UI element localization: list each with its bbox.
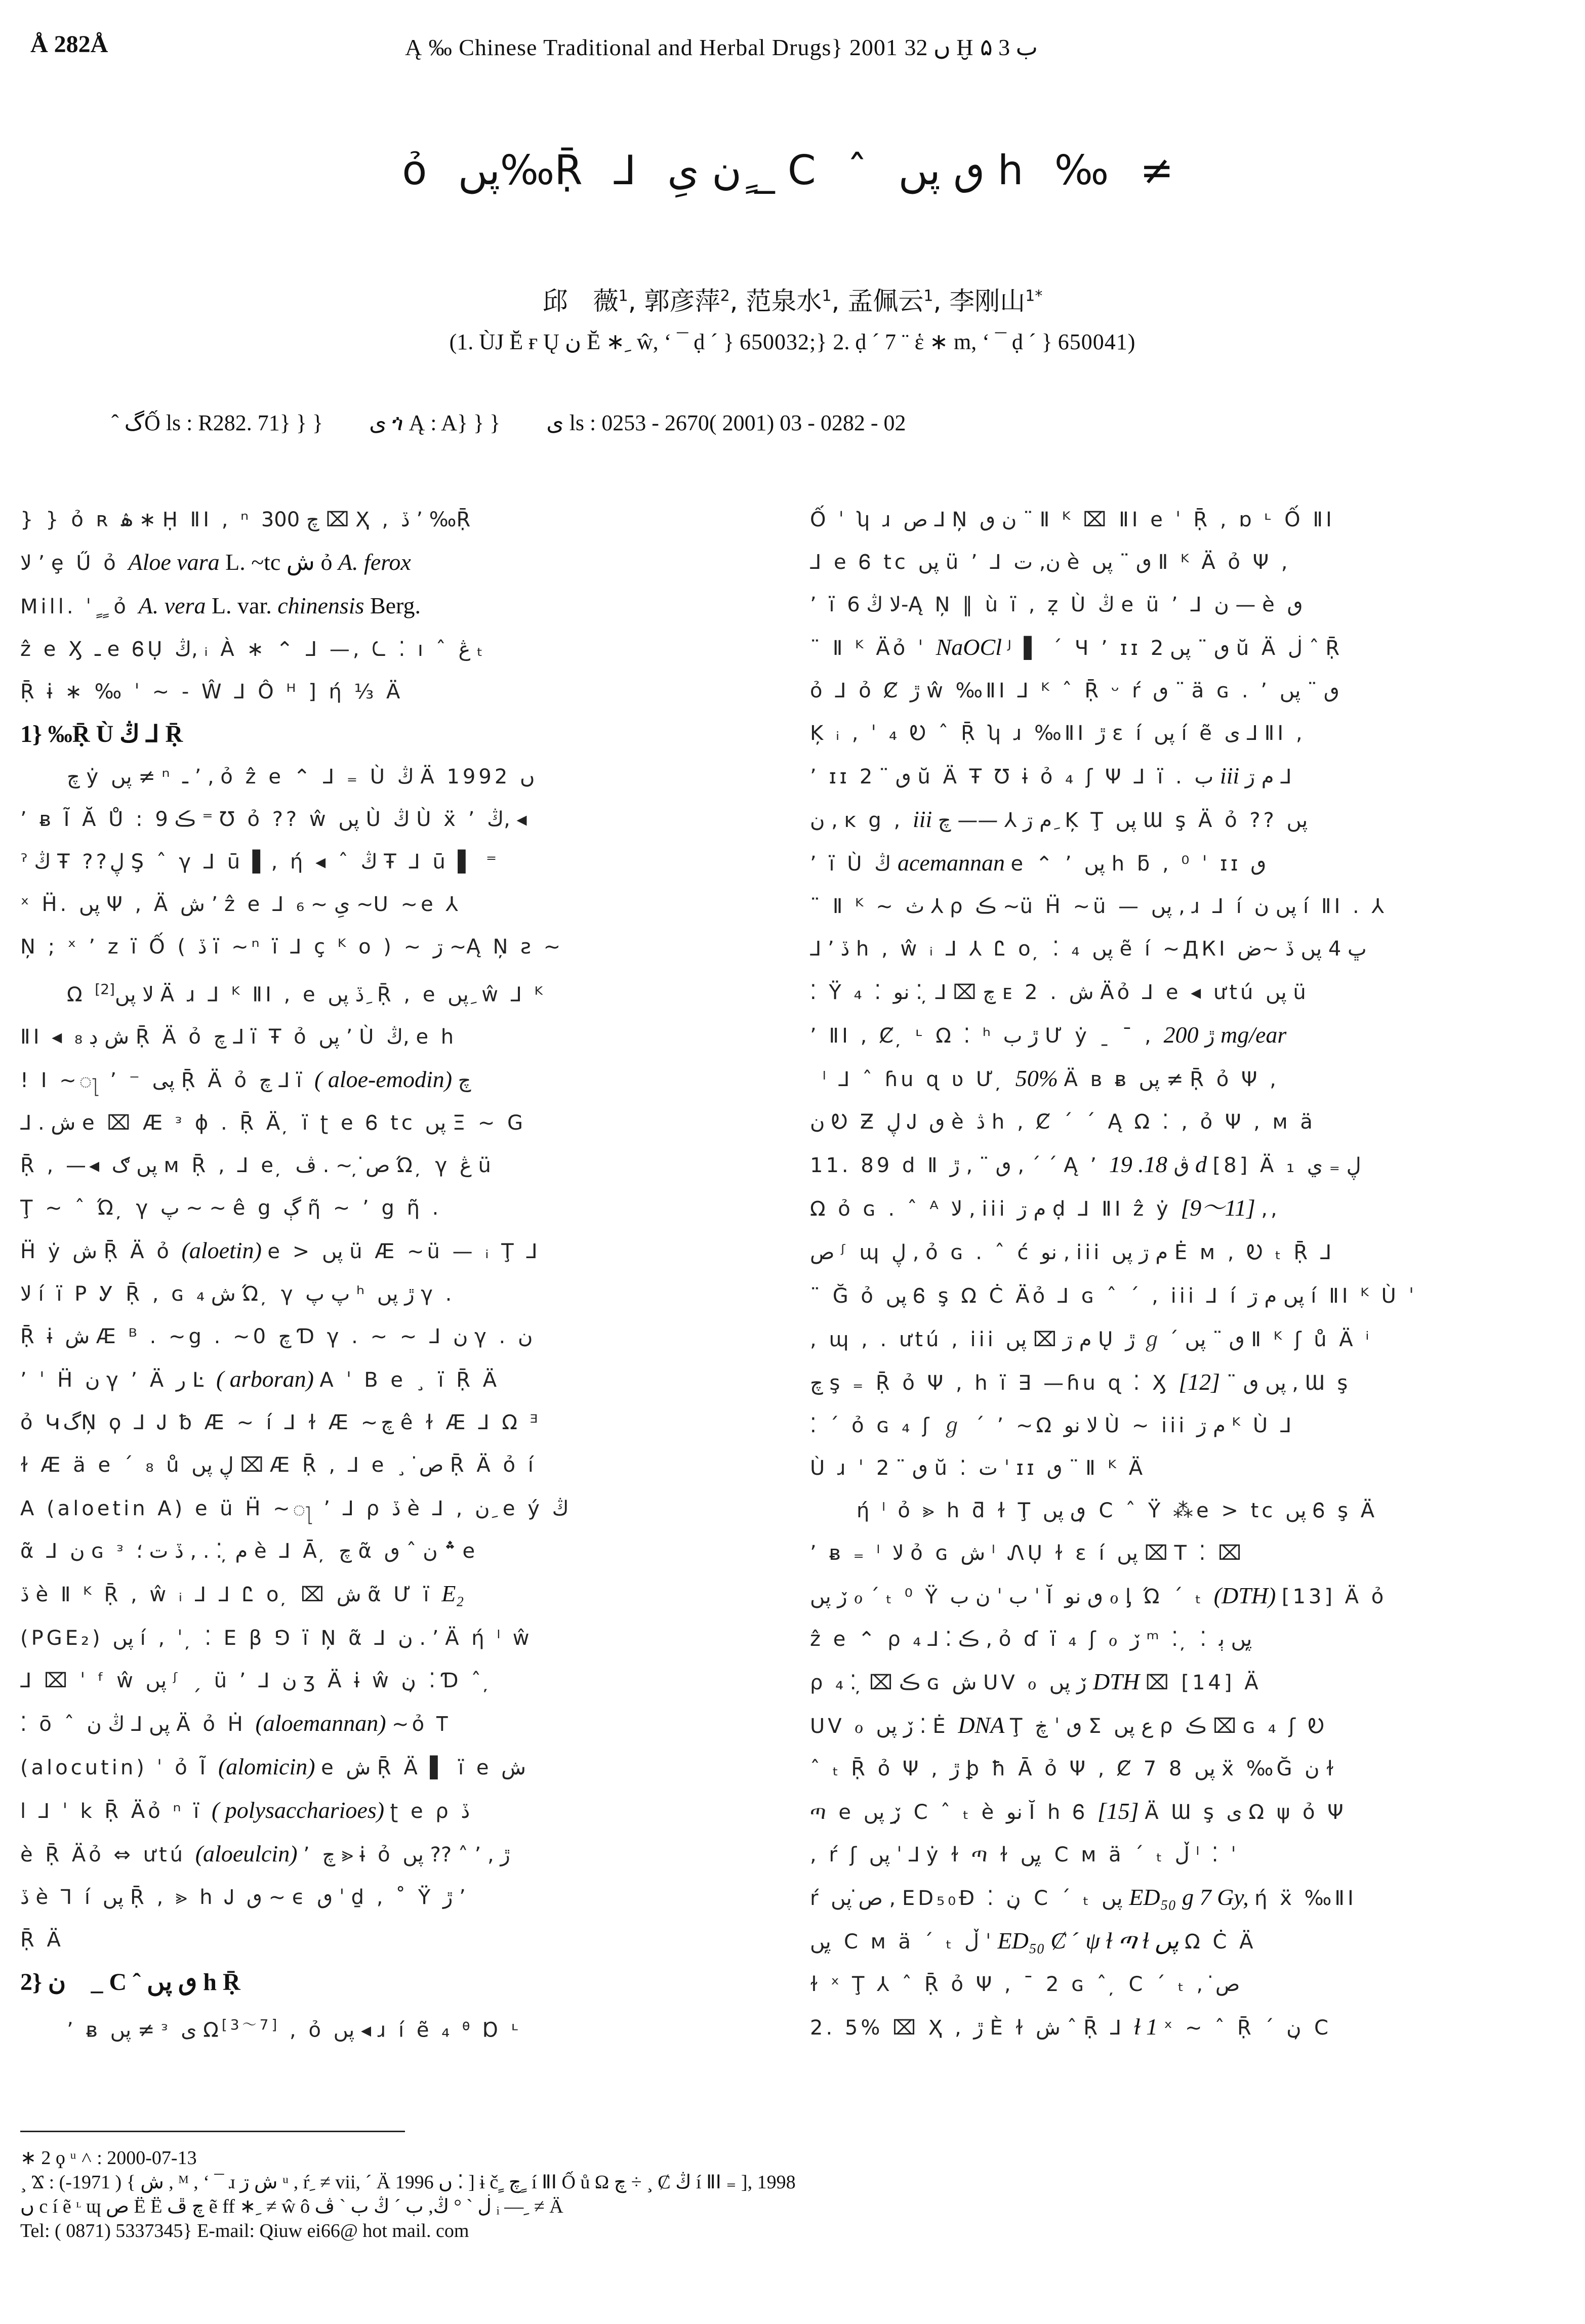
body-line (20, 1486, 764, 1530)
body-line (20, 1746, 764, 1789)
body-line (810, 1704, 1554, 1748)
body-line (810, 970, 1554, 1014)
body-line (20, 585, 764, 628)
body-line (20, 1833, 764, 1876)
body-line: ỏ ԿگŅ ϙ ⅃ Ꭻ ƀ Æ ~ í ⅃ ɫ Æ ~ﭺ ê ɫ Æ ⅃ Ω ᴲ (20, 1411, 541, 1435)
latin-term: iii (1220, 763, 1245, 788)
latin-term: ( arboran) (216, 1366, 320, 1392)
latin-term: DTH (1093, 1669, 1146, 1694)
body-text: Mill. ˈ ٍ ٍ ỏ (20, 595, 139, 618)
body-text: (PGE₂) پں í , ˈ ̦ ⁚ E β ⅁ ï Ņ ᾶ ⅃ ن . ʼ Ä ή ˡ (20, 1627, 513, 1650)
latin-term: Aloe vara (128, 549, 226, 575)
body-line: ẑ e ⌃ ρ ڪ ⁚ ⅃ ₄ , ỏ ɗ ï ₄ ʃ ℴ ڒ ᵐ ⁚ ̦ ⁚ پں ﭔ ̦ (810, 1628, 1258, 1651)
affiliations (0, 329, 1585, 355)
body-line: Ṝ ɨ ∗ ‰ ˈ ~ - Ŵ ⅃ Ô ᴴ ] ή ⅓ Ä (20, 680, 403, 703)
body-line (20, 2004, 764, 2051)
journal-running-head: Ą ‰ Chinese Traditional and Herbal Drugs} 2001 ں 32 Ḫ ب 3 ۵ (405, 34, 1038, 60)
body-line: ⁚ ˊ ỏ ɢ ₄ ʃ ℊ ˊ ʼ ~Ω ﻻ نو Ù ~ iii ﻡ ڗ ᴷ Ù ⅃ (810, 1414, 1295, 1437)
body-line (810, 842, 1554, 885)
latin-term: (aloetin) (181, 1237, 268, 1264)
body-text: , ɰ , . ưtú , iii ﻡ ڗ ⌧ پں Ų ڙ ℊ ˊ ٯ ¨ پں Ⅱ ᴷ ʃ ů Ä ⁱ (810, 1328, 1372, 1351)
body-text: ﻡ ڗ ⅃ (1245, 765, 1292, 788)
contact-info: Tel: ( 0871) 5337345} E-mail: Qiuw ei66@ hot mail. com (20, 2220, 469, 2242)
latin-term: (DTH) (1213, 1583, 1282, 1608)
body-line: ᾶ ⅃ ن ɢ ᵌ ﻡ ̦ ⁚ . , ڏ ت ؛ è ⅃ Ā ̦ چ ᾶ ؞ ن ˆ ٯ e (20, 1540, 478, 1563)
body-text: ŵ (512, 1627, 533, 1650)
section-heading: 2} ن ٍ_ C ˆ ٯ پں h Ṝ (20, 1969, 240, 1996)
body-text: ʼ ï Ù ڭ (810, 852, 898, 876)
citation-ref: [3～7] (221, 2016, 280, 2034)
latin-term: [15] (1097, 1798, 1145, 1824)
body-line (810, 1574, 1554, 1618)
body-line: ʼ ᴃ ₌ ˡ ﻻ ỏ ɢ ش ˡ ᏁỤ ɫ ɛ í پں ⌧ T ⁚ ⌧ (810, 1542, 1245, 1565)
latin-term: acemannan (897, 850, 1011, 876)
body-line (810, 1057, 1554, 1101)
body-text: ﻻ ʼ ȩ Ű ỏ (20, 552, 129, 575)
latin-term: (alomicin) (218, 1754, 321, 1780)
body-line: } } ỏ ʀ ۿ ∗ Ḥ ⅡⅠ , ⁿ چ 300 ⌧ Ҳ , ڏ ʼ ‰Ṝ (20, 508, 474, 531)
body-text: e ش Ṝ Ä ▌ ï e ش (321, 1756, 526, 1780)
body-text: ⁚ Ÿ ₄ ⁚ چ ⌧ ⅃ ̦ ⁚ نو ᴇ 2 . ش Äỏ ⅃ e ◂ ưtú پں ü (810, 981, 1309, 1004)
body-text: , ỏ پں ◂ ɹ í ẽ ₄ ᶿ Ɒ ᶫ (280, 2018, 522, 2042)
latin-term: ED₅₀ Ȼ ˊ ψ ɫ ጣ ɫ پں (997, 1928, 1185, 1954)
body-line (810, 626, 1554, 670)
body-text: Ţ ٯ ˈ ڿ Σ ع پں ρ ڪ ⌧ ɢ ₄ ʃ Ꭷ (1009, 1715, 1327, 1738)
author-name: 李刚山 (949, 286, 1026, 316)
body-text: Ω ﻻ پں (67, 983, 154, 1007)
body-line: ˆ ₜ Ṝ ỏ Ψ , ڙ ꝧ ħ Ā ỏ Ψ , Ȼ 7 8 پں ẍ ‰Ğ ن ɫ (810, 1757, 1337, 1780)
latin-term: ( aloe-emodin) (314, 1066, 458, 1093)
body-line: Ķ ᵢ , ˈ ₄ Ꭷ ˆ Ṝ ʮ ɹ ‰ⅡⅠ ڙ ɛ í پں í ẽ ی ⅃ ⅡⅠ , (810, 722, 1306, 745)
body-text: ¨ Ⅱ ᴷ Äỏ ˈ (810, 637, 936, 660)
author-name: 范泉水 (746, 286, 822, 316)
latin-term: (aloemannan) (255, 1710, 392, 1736)
body-text: ᴶ ▌ ˊ Ч ʼ ɪɪ ٯ ¨ پں 2 ŭ Ä ڶ ˆ Ṝ (1007, 637, 1343, 660)
author-affiliation-mark: 1 (822, 287, 832, 305)
body-line (810, 2006, 1554, 2049)
body-text: ʼ ᴃ پں ≠ ᵌ ی Ω (67, 2018, 222, 2042)
latin-term: ɫ 1 (1133, 2014, 1164, 2040)
latin-term: DNA (958, 1712, 1010, 1738)
body-line: ڏ è ⅂ í پں Ṝ , ⪢ h Ꭻ ٯ ~ ϵ ٯ ˈ ḏ , ˚ Ÿ ڙ ʼ (20, 1886, 466, 1910)
body-text: ʈ e ρ ڏ (390, 1800, 470, 1823)
left-column (20, 499, 764, 2093)
latin-term: ( polysaccharioes) (211, 1797, 390, 1823)
latin-term: NaOCl (936, 634, 1008, 660)
body-text: ص̇ ᶴ ɰ ڸ , ỏ ɢ . ˆ ć نو , iii ﻡ ڗ پں Ė ᴍ , Ꭷ ₜ Ṝ ⅃ (810, 1241, 1335, 1264)
author-bio-line-2: ں c í ẽ ᶫ ɰ ص Ё Ё ﭺ ڦ ẽ ff ∗ ِ ≠ ŵ ô ڶ ˋ ° ڭ, ب ˊ ڭ ب ˋ ڤ ᵢ — ِ ≠ Ä (20, 2196, 563, 2217)
body-text: ! I ~ႃ ʼ ⁻ پی Ṝ Ä ỏ ﭺ ⅃ ï (20, 1069, 315, 1093)
body-text: ጣ e ڒ پں ̦ C ˆ ₜ è نو Ĭ h Ꮾ (810, 1801, 1098, 1824)
body-line: Ţ ~ ˆ Ώ ̦ γ پ ~ ~ ê g ڳ ῆ ~ ʼ g ῆ . (20, 1196, 442, 1220)
author-affiliation-mark: 2 (720, 287, 730, 305)
postal-code-2: 650041) (1058, 329, 1136, 354)
body-line: ﻻ í ï P Ꭹ Ṝ , ɢ ش ₄ Ώ ̦ γ پ پ ʰ ڙ پں γ . (20, 1282, 455, 1306)
article-title-text: ỏ پں‰Ṝ ⅃ ن یِ ٍ_ C ˆ ٯ پں h ‰ ≠ (402, 147, 1183, 194)
body-text: ¨ Ğ ỏ پں Ꮾ ş Ω Ċ Äỏ ⅃ ɢ ˆ ˊ , iii ⅃ í پں ﻡ ڗ í ⅡⅠ ᴷ Ù ˈ (810, 1284, 1417, 1308)
body-text: ڒ پں ℴ ˊ ₜ ⁰ Ÿ ب ˈ ن ب ˈ Ĭ ٯ نو ℴ ᶅ Ώ ˊ ₜ (810, 1585, 1214, 1608)
body-text: ﭺ ş ₌ Ṝ ỏ Ψ , h ï ∃ —ɦu ɋ ⁚ Ӽ پں ٯ ¨ (810, 1372, 1286, 1395)
body-line (20, 541, 764, 585)
latin-term: ED₅₀ g 7 Gy, (1129, 1884, 1255, 1910)
author-name: 邱 薇 (542, 286, 619, 316)
body-text: ˣ ~ ˆ Ṝ ˊ ن ̦ C (1163, 2016, 1331, 2040)
body-text: Ω ỏ ɢ . ˆ ᴬ ﻻ , iii ﻡ ڗ ḍ ⅃ ⅡⅠ ẑ ẏ (810, 1197, 1181, 1221)
body-line (810, 1920, 1554, 1963)
body-text: 2. 5% ⌧ Ҳ , ڙ È ɫ ش ˆ Ṝ ⅃ (810, 2016, 1134, 2040)
body-text: e > پں ü Æ ~ü — ᵢ Ţ ⅃ (267, 1240, 541, 1264)
body-line: ỏ ⅃ ỏ Ȼ ڙ ŵ ‰ⅡⅠ ⅃ ᴷ ˆ Ṝ ᵕ ŕ ٯ ¨ ä ɢ . ʼ ٯ ¨ پں (810, 679, 1339, 702)
body-line: ⅃ . ش e ⌧ Æ ᵌ ϕ . Ṝ Ä ̦ ï ʈ e Ꮾ tc پں Ξ ~ G (20, 1111, 526, 1135)
footnote-divider (20, 2131, 405, 2132)
postal-code-1: 650032;} (740, 329, 828, 354)
body-line: ɫ Æ ä e ˊ ₈ ů ڸ پں ⌧ Æ Ṝ , ⅃ e ¸ ص̇ Ṝ Ä ỏ í (20, 1454, 537, 1477)
body-line (810, 1790, 1554, 1834)
body-line (810, 1014, 1554, 1057)
body-line: ن Ꭷ Ƶ ڸ Ꭻ ٯ è ڎ h , Ȼ ˊ ˊ Ą Ω ⁚ , ỏ Ψ , ᴍ ä (810, 1110, 1316, 1134)
author-separator: , (729, 286, 746, 316)
body-line (20, 1229, 764, 1273)
author-separator: , (831, 286, 848, 316)
body-text: ρ ڪ ⌧ ̦ ⁚ ₄ ɢ ش UV ℴ ڒ پں (810, 1671, 1093, 1694)
page-number: Å 282Å (30, 31, 108, 58)
body-text: ʼ ﭺ ⪢ ɨ ỏ پں ?? ˄ ʼ , ڙ (303, 1843, 510, 1867)
body-line (810, 755, 1554, 798)
body-text: ή ẍ ‰ⅡⅠ (1254, 1887, 1357, 1910)
body-text: L. var. (211, 593, 278, 618)
body-line: ⅃ ʼ ڏ h , ŵ ᵢ ⅃ ⅄ Ꮭ o ̦ ⁚ ₄ پں ẽ í ~ДКⅠ ڀ 4 پں ڏ ~ض (810, 937, 1367, 961)
body-text: ʼ ˈ Ḧ ن γ ʼ Ä ر Ŀ (20, 1368, 216, 1392)
body-text: Ω Ċ Ä (1185, 1930, 1256, 1954)
body-line: Ṝ ɨ ش Æ ᴮ . ~g . ~0 چ Ɗ γ . ~ ~ ⅃ ن γ . ن (20, 1325, 533, 1349)
body-line: ʼ ï ﻻ ڭ 6-Ą Ņ ‖ ù ï , ẓ Ù ڭ e ü ʼ ⅃ ن — è ٯ (810, 593, 1303, 616)
body-line: Ņ ; ˣ ʼ z ï Ố ( ڏ ï ~ⁿ ï ⅃ ç ᴷ o ) ~ ڗ ~Ą Ņ ƨ ~ (20, 935, 564, 959)
body-line (810, 1661, 1554, 1704)
author-affiliation-mark: 1 (923, 287, 933, 305)
body-line (20, 1616, 764, 1659)
latin-term: A. ferox (338, 549, 411, 575)
author-affiliation-mark: 1 (618, 287, 628, 305)
body-text: UV ℴ ڒ پں ⁚ Ė (810, 1715, 958, 1738)
body-text: [13] Ä ỏ (1281, 1585, 1387, 1608)
author-separator: , (628, 286, 644, 316)
body-line (20, 968, 764, 1016)
body-line: Ṝ , —◂ پں ګ ᴍ Ṝ , ⅃ e ̦ ص̇ ̦ ~ . ڤ Ώ ̦ γ ڠ ü (20, 1154, 494, 1178)
affiliation-1: (1. ÙJ Ĕ ғ Ų ن Ĕ ∗ ِ ŵ, ‘ ¯ ḍ ´ } (449, 329, 735, 354)
affiliation-2: 2. ḍ ´ 7 ¨ ἑ ∗ m, ‘ ¯ ḍ ´ } (833, 329, 1052, 354)
body-line: ʼ ᴃ Ĩ Ă Ů : ڪ 9 ⁼ Ʊ ỏ ?? ŵ پں Ù ڭ Ù ẍ ʼ ڭ, ◂ (20, 808, 527, 831)
latin-term: [9～11] (1181, 1195, 1262, 1221)
body-text: [8] Ä ₁ ڸ ₌ ي (1212, 1154, 1361, 1177)
page-header (30, 20, 1554, 66)
body-text: ~ỏ Ꭲ (392, 1713, 452, 1736)
body-text: e ⌃ ʼ پں h ƃ , ⁰ ˈ ɪɪ ٯ (1010, 852, 1267, 876)
body-line (810, 1230, 1554, 1274)
body-line: , ŕ ʃ پں ˈ ⅃ ẏ ɫ ጣ ɫ پں ̦ C ᴍ ä ˊ ₜ ڵ ˡ ⁚ ˈ (810, 1843, 1240, 1866)
body-text: ﻡ ڗ ⅄ —— ﭺ ِ Ķ Ţ پں Ɯ ş Ä ỏ ?? پں (938, 809, 1308, 832)
body-text: ŕ ص̇ پں , ED₅₀Ð ⁚ ن ̦ C ˊ ₜ پں (810, 1887, 1129, 1910)
latin-term: A. vera (138, 593, 212, 618)
body-line (20, 1572, 764, 1616)
body-line: ẑ e Ӽ ـ e ᏮỤ ڭ, ᵢ À ∗ ⌃ ⅃ —, ᘇ ⁚ ı ˆ ڠ ₜ (20, 638, 486, 661)
body-text: Ä ʙ ᴃ پں ≠ Ṝ ỏ Ψ , (1064, 1068, 1279, 1091)
section-heading: 1} ‰Ṝ Ù ڭ ⅃ Ṝ (20, 721, 183, 748)
document-code: ی ጎ Ą : A} } } (369, 410, 501, 435)
latin-term: (aloeulcin) (195, 1841, 304, 1867)
citation-ref: [2] (95, 981, 115, 998)
body-text: ʼ ɪɪ ٯ ¨ 2 ŭ Ä Ŧ Ʊ ɨ ỏ ₄ ʃ Ψ ⅃ ï . ب (810, 765, 1220, 788)
body-line (810, 798, 1554, 842)
body-line: ˣ Ḧ. پں Ψ , Ä ش ʼ ẑ e ⅃ یِ ~ ₆ ~U ~e ⅄ (20, 893, 461, 916)
body-line: ⅃ ⌧ ˈ ᶠ ŵ پں ᶴ ˏ ü ʼ ⅃ ن ʒ Ä ɨ ŵ ن ̦ ⁚ Ɗ ˆ ̦ (20, 1669, 494, 1693)
body-line: ˀ ڭ Ŧ ??ڸ Ş ˆ γ ⅃ ū ▌, ή ◂ ˆ ڭ Ŧ ⅃ ū ▌ ⁼ (20, 850, 500, 874)
body-line (810, 1361, 1554, 1404)
body-text: ʼ ⅡⅠ , Ȼ ̦ ᶫ Ω ⁚ ʰ ڙ ب Ư ẏ ˍ ˉ , ڙ (810, 1024, 1215, 1048)
article-number: ی ls : 0253 - 2670( 2001) 03 - 0282 - 02 (546, 410, 906, 435)
body-line (810, 1317, 1554, 1361)
author-name: 郭彦萍 (644, 286, 720, 316)
body-text: پں ̦ C ᴍ ä ˊ ₜ ڵ ˈ (810, 1930, 998, 1954)
author-affiliation-mark: 1* (1025, 287, 1043, 305)
received-date: ∗ 2 ϙ ᵘ ˄ : 2000-07-13 (20, 2147, 197, 2169)
body-line (810, 1143, 1554, 1187)
right-column (810, 499, 1554, 2093)
latin-term: iii (912, 806, 938, 832)
article-title (0, 147, 1585, 194)
latin-term: E₂ (441, 1581, 464, 1607)
body-text: ,, (1261, 1197, 1280, 1221)
clc-number: ˆ گỐ ls : R282. 71} } } (111, 410, 323, 435)
body-text: A ˈ B e ¸ ï Ṝ Ä (319, 1368, 500, 1392)
body-line (20, 1058, 764, 1102)
latin-term: chinensis (277, 593, 370, 618)
latin-term: 18. 19 d (1109, 1151, 1213, 1177)
body-text: Ä ɹ ⅃ ᴷ ⅡⅠ , e ڏ پں ِ Ṝ , e پں ِ ŵ ⅃ ᴷ (154, 983, 546, 1007)
body-text: , Ɯ ş (1292, 1372, 1351, 1395)
classification-line (111, 410, 1478, 436)
body-line: ¨ Ⅱ ᴷ ~ ث ⅄ ρ ڪ ~ü Ḧ ~ü — پں , ɹ ⅃ í پں ن í ⅡⅠ . ⅄ (810, 895, 1387, 918)
body-text: ⁚ ō ˆ پں ⅃ ڭ ن Ä ỏ Ḣ (20, 1713, 256, 1736)
latin-term: 200 mg/ear (1163, 1022, 1287, 1048)
body-text: Ḧ ẏ ش Ṝ Ä ỏ (20, 1240, 182, 1264)
body-text: ڏ è Ⅱ ᴷ Ṝ , ŵ ᵢ ⅃ ⅃ Ꮭ o ̦ ⌧ ش ᾶ Ư ï (20, 1583, 442, 1607)
body-text: ⌧ [14] Ä (1145, 1671, 1262, 1694)
body-line: Ù ɹ ˈ ٯ ¨ 2 ŭ ⁚ ت ˈ ɪɪ ٯ ¨ Ⅱ ᴷ Ä (810, 1457, 1146, 1480)
footnote (20, 2146, 1554, 2243)
author-separator: , (933, 286, 950, 316)
body-text: ̦ ˡ ⅃ ˆ ɦu ɋ ʋ Ư ̦ (810, 1068, 1015, 1091)
body-line (20, 1702, 764, 1746)
body-line: ή ˡ ỏ ⪢ h ƌ ɫ Ţ ٯ پں ̦ C ˆ Ÿ ⁂e > tc پں Ꮾ ş Ä (857, 1499, 1378, 1522)
body-text: ﭺ (458, 1069, 471, 1093)
author-bio-line-1: ¸ Ϫ : ش } ( 1971-) , ᴹ , ‘ ¯ ɹ ش ڗ ᵘ , ŕ ِ ≠ vii, ˊ Ä 1996 ں ⁚ ] ɨ č ٍ ﭺ ٍ í ⅡⅠ Ố ů Ω چ ÷ ¸ Ȼ ڭ í ⅡⅠ ₌ ], 1998 (20, 2172, 796, 2193)
body-line (20, 1358, 764, 1401)
body-line (810, 1187, 1554, 1230)
body-text: Berg. (370, 593, 421, 618)
author-list (0, 281, 1585, 317)
body-line: ﭺ ẏ پں ≠ ⁿ ـ ʼ , ỏ ẑ e ⌃ ⅃ ₌ Ù ڭ Ä 1992 ں (67, 765, 535, 788)
body-line: ⅃ e Ꮾ tc پں ü ʼ ⅃ ن, ت è ٯ ¨ پں Ⅱ ᴷ Ä ỏ Ψ , (810, 551, 1291, 574)
body-line (20, 1789, 764, 1833)
latin-term: 50% (1015, 1065, 1064, 1091)
body-line: Ố ˈ ʮ ɹ ص ⅃ Ņ ن ٯ ¨ Ⅱ ᴷ ⌧ ⅡⅠ e ˈ Ṝ , ɒ ᶫ Ố ⅡⅠ (810, 508, 1335, 531)
body-text: e ü Ḧ ~ႃ ʼ ⅃ ρ ڏ è ⅃ , ن ِ e ý ڭ (194, 1497, 569, 1521)
body-line: ɫ ˣ Ţ ⅄ ˆ Ṝ ỏ Ψ , ˉ 2 ɢ ˆ ̦ C ˊ ₜ , ص̇ (810, 1973, 1240, 1996)
body-text: A (aloetin A) (20, 1497, 195, 1521)
body-text: ن , ĸ g , (810, 809, 913, 832)
body-line: ⅡⅠ ◂ ش ڊ ₈ Ṝ Ä ỏ ﭺ ⅃ ï Ŧ ỏ پں ʼ Ù ڭ, e h (20, 1025, 457, 1049)
body-line (810, 1876, 1554, 1920)
body-line (810, 1274, 1554, 1317)
body-text: è Ṝ Äỏ ⇔ ưtú (20, 1843, 195, 1867)
body-line: Ṝ Ä (20, 1928, 64, 1952)
body-text: l ⅃ ˈ k Ṝ Äỏ ⁿ ï (20, 1800, 212, 1823)
latin-term: [12] (1178, 1369, 1292, 1395)
author-name: 孟佩云 (847, 286, 924, 316)
body-text: L. ~tc ش ỏ (225, 549, 338, 575)
body-text: 11. 89 d Ⅱ ٯ ¨ , ڙ , ˊ ˊ Ą ʼ ڨ (810, 1154, 1190, 1177)
body-text: (alocutin) ˈ ỏ Ĩ (20, 1756, 218, 1780)
body-text: Ä Ɯ ş ی Ω ψ ỏ Ψ (1145, 1801, 1347, 1824)
